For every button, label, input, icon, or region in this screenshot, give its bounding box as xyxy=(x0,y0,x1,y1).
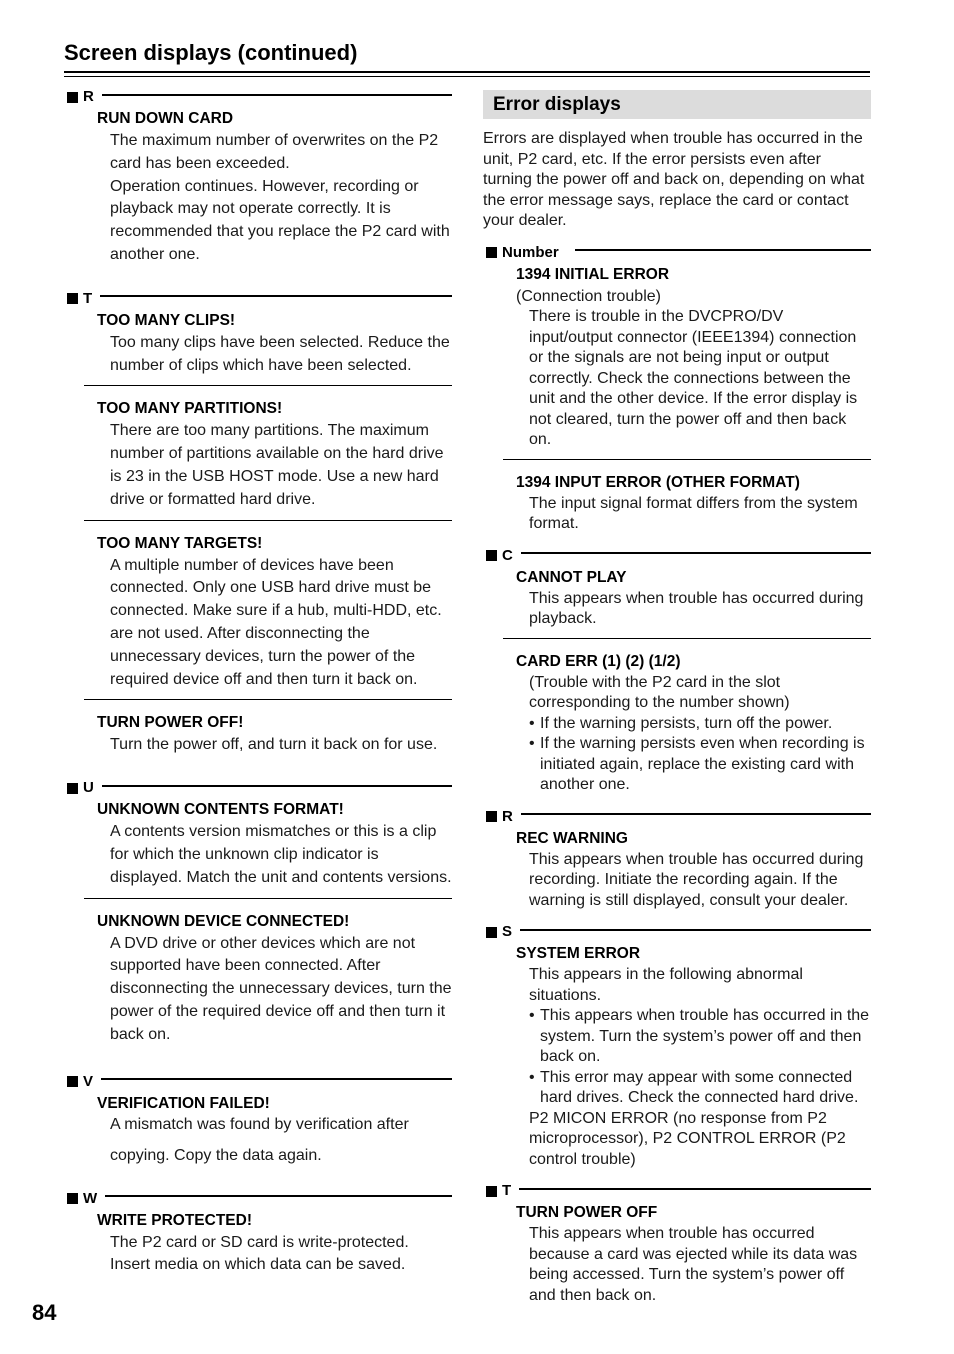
letter-group-r xyxy=(64,88,452,267)
bullet-dot-icon: • xyxy=(529,1068,535,1086)
message-entry xyxy=(64,911,452,1047)
letter-heading: C xyxy=(502,546,513,564)
letter-heading: T xyxy=(83,289,93,307)
message-title: REC WARNING xyxy=(516,829,628,847)
letter-group-w xyxy=(64,1190,452,1278)
intro-text: Errors are displayed when trouble has occurred in the unit, P2 card, etc. If the error persists even after turning the power off and back on, depending on what the error message says, replace the card or contact your dealer. xyxy=(483,130,865,230)
bullet-item: • This appears when trouble has occurred in the system. Turn the system’s power off and then back on. xyxy=(529,1007,870,1066)
entry-divider xyxy=(84,898,452,899)
square-bullet-icon xyxy=(486,1186,497,1197)
message-title: 1394 INITIAL ERROR xyxy=(516,265,670,283)
message-entry xyxy=(483,828,871,912)
letter-group-t xyxy=(64,290,452,757)
bullet-item: • If the warning persists, turn off the power. xyxy=(529,714,871,735)
bullet-item: • This error may appear with some connected hard drives. Check the connected hard drive. xyxy=(529,1068,859,1107)
message-text: Operation continues. However, recording or playback may not operate correctly. It is recommended that you replace the P2 card with another one. xyxy=(110,177,450,263)
letter-heading: V xyxy=(83,1072,94,1090)
square-bullet-icon xyxy=(67,783,78,794)
message-title: VERIFICATION FAILED! xyxy=(97,1094,270,1112)
message-text: There are too many partitions. The maximum number of partitions available on the hard drive is 23 in the USB HOST mode. Use a new hard drive or formatted hard drive. xyxy=(110,422,444,508)
message-title: 1394 INPUT ERROR (OTHER FORMAT) xyxy=(516,473,800,491)
title-rule xyxy=(64,71,870,73)
heading-rule xyxy=(101,1078,452,1080)
message-entry xyxy=(483,1202,871,1306)
message-title: RUN DOWN CARD xyxy=(97,110,234,127)
entry-divider xyxy=(84,699,452,700)
message-entry xyxy=(64,1210,452,1278)
message-title: TOO MANY TARGETS! xyxy=(97,534,263,552)
square-bullet-icon xyxy=(67,293,78,304)
message-text: The maximum number of overwrites on the P2 card has been exceeded. xyxy=(110,132,439,172)
letter-heading: U xyxy=(83,779,94,797)
message-text: The input signal format differs from the system format. xyxy=(529,494,858,533)
heading-rule xyxy=(521,813,871,815)
page-number: 84 xyxy=(32,1300,57,1325)
message-entry xyxy=(483,567,871,630)
message-text: (Trouble with the P2 card in the slot corresponding to the number shown) xyxy=(529,673,790,712)
heading-rule xyxy=(100,295,452,297)
heading-rule xyxy=(102,94,452,96)
message-entry xyxy=(64,108,452,267)
bullet-dot-icon: • xyxy=(529,735,535,753)
message-text: This appears when trouble has occurred during recording. Initiate the recording again. If the warning is still displayed, consult your dealer. xyxy=(529,850,864,909)
square-bullet-icon xyxy=(486,927,497,938)
entry-divider xyxy=(503,459,871,460)
section-title: Error displays xyxy=(493,93,621,115)
message-title: UNKNOWN DEVICE CONNECTED! xyxy=(97,912,350,930)
message-text: Turn the power off, and turn it back on for use. xyxy=(110,736,438,754)
letter-group-v xyxy=(64,1073,452,1171)
square-bullet-icon xyxy=(486,550,497,561)
letter-group-s xyxy=(483,923,871,1170)
message-title: UNKNOWN CONTENTS FORMAT! xyxy=(97,801,344,819)
letter-heading: Number xyxy=(502,243,559,261)
message-text: There is trouble in the DVCPRO/DV input/output connector (IEEE1394) connection or the signals are not being input or output correctly. Check the connections between the unit and the other device. If the error display is not cleared, turn the power off and then back on. xyxy=(529,308,858,449)
message-entry xyxy=(483,472,871,535)
left-column xyxy=(64,88,452,1277)
message-entry xyxy=(64,398,452,511)
message-lead: (Connection trouble) xyxy=(516,287,661,305)
letter-heading: T xyxy=(502,1182,512,1200)
square-bullet-icon xyxy=(486,811,497,822)
bullet-dot-icon: • xyxy=(529,714,535,732)
message-entry xyxy=(64,310,452,378)
message-text: P2 MICON ERROR (no response from P2 microprocessor), P2 CONTROL ERROR (P2 control trouble) xyxy=(529,1109,846,1168)
section-header xyxy=(483,90,871,119)
entry-divider xyxy=(84,520,452,521)
message-text: This appears in the following abnormal situations. xyxy=(529,966,803,1004)
letter-heading: R xyxy=(502,807,513,825)
square-bullet-icon xyxy=(67,1076,78,1087)
message-title: TOO MANY CLIPS! xyxy=(97,311,236,329)
message-text: The P2 card or SD card is write-protected. Insert media on which data can be saved. xyxy=(110,1233,409,1274)
page-title: Screen displays (continued) xyxy=(64,40,358,65)
message-text: A mismatch was found by verification after copying. Copy the data again. xyxy=(110,1115,409,1164)
letter-group-r-right xyxy=(483,808,871,912)
message-text: This appears when trouble has occurred during playback. xyxy=(529,589,864,628)
message-text: A multiple number of devices have been connected. Only one USB hard drive must be connected. Make sure if a hub, multi-HDD, etc. are not used. After disconnecting the unnecessary devices, turn the power of the required device off and then turn it back on. xyxy=(110,556,442,688)
message-entry xyxy=(483,651,871,796)
letter-heading: S xyxy=(502,923,513,941)
message-text: Too many clips have been selected. Reduce the number of clips which have been selected. xyxy=(110,333,450,374)
message-title: TOO MANY PARTITIONS! xyxy=(97,400,283,418)
message-title: CARD ERR (1) (2) (1/2) xyxy=(516,652,681,670)
message-title: TURN POWER OFF! xyxy=(97,714,244,732)
message-title: TURN POWER OFF xyxy=(516,1204,658,1222)
letter-group-u xyxy=(64,779,452,1046)
letter-group-t-right xyxy=(483,1182,871,1306)
message-title: SYSTEM ERROR xyxy=(516,945,641,963)
heading-rule xyxy=(520,929,871,931)
heading-rule xyxy=(521,552,871,554)
message-title: CANNOT PLAY xyxy=(516,568,627,586)
entry-divider xyxy=(84,385,452,386)
heading-rule xyxy=(575,249,871,251)
message-text: A DVD drive or other devices which are not supported have been connected. After disconnecting the unnecessary devices, turn the power of the required device off and then turn it back on. xyxy=(110,934,452,1043)
message-entry xyxy=(64,799,452,889)
message-title: WRITE PROTECTED! xyxy=(97,1211,252,1229)
message-text: A contents version mismatches or this is a clip for which the unknown clip indicator is displayed. Match the unit and contents versions. xyxy=(110,823,452,886)
entry-divider xyxy=(503,638,871,639)
message-text: This appears when trouble has occurred because a card was ejected while its data was being accessed. Turn the system’s power off and then back on. xyxy=(529,1225,858,1304)
message-entry xyxy=(483,943,871,1170)
message-entry xyxy=(483,264,871,451)
title-rule-thin xyxy=(64,76,870,77)
heading-rule xyxy=(519,1188,871,1190)
message-entry xyxy=(64,533,452,692)
square-bullet-icon xyxy=(67,1193,78,1204)
heading-rule xyxy=(105,1195,452,1197)
square-bullet-icon xyxy=(486,247,497,258)
bullet-item: • If the warning persists even when recording is initiated again, replace the existing card with another one. xyxy=(529,735,865,794)
message-entry xyxy=(64,1093,452,1171)
letter-heading: R xyxy=(83,88,94,105)
letter-group-c xyxy=(483,547,871,796)
letter-heading: W xyxy=(83,1189,98,1207)
bullet-dot-icon: • xyxy=(529,1007,535,1025)
heading-rule xyxy=(102,785,452,787)
letter-group-number xyxy=(483,244,871,535)
right-column xyxy=(483,88,871,1306)
square-bullet-icon xyxy=(67,92,78,103)
message-entry xyxy=(64,712,452,757)
